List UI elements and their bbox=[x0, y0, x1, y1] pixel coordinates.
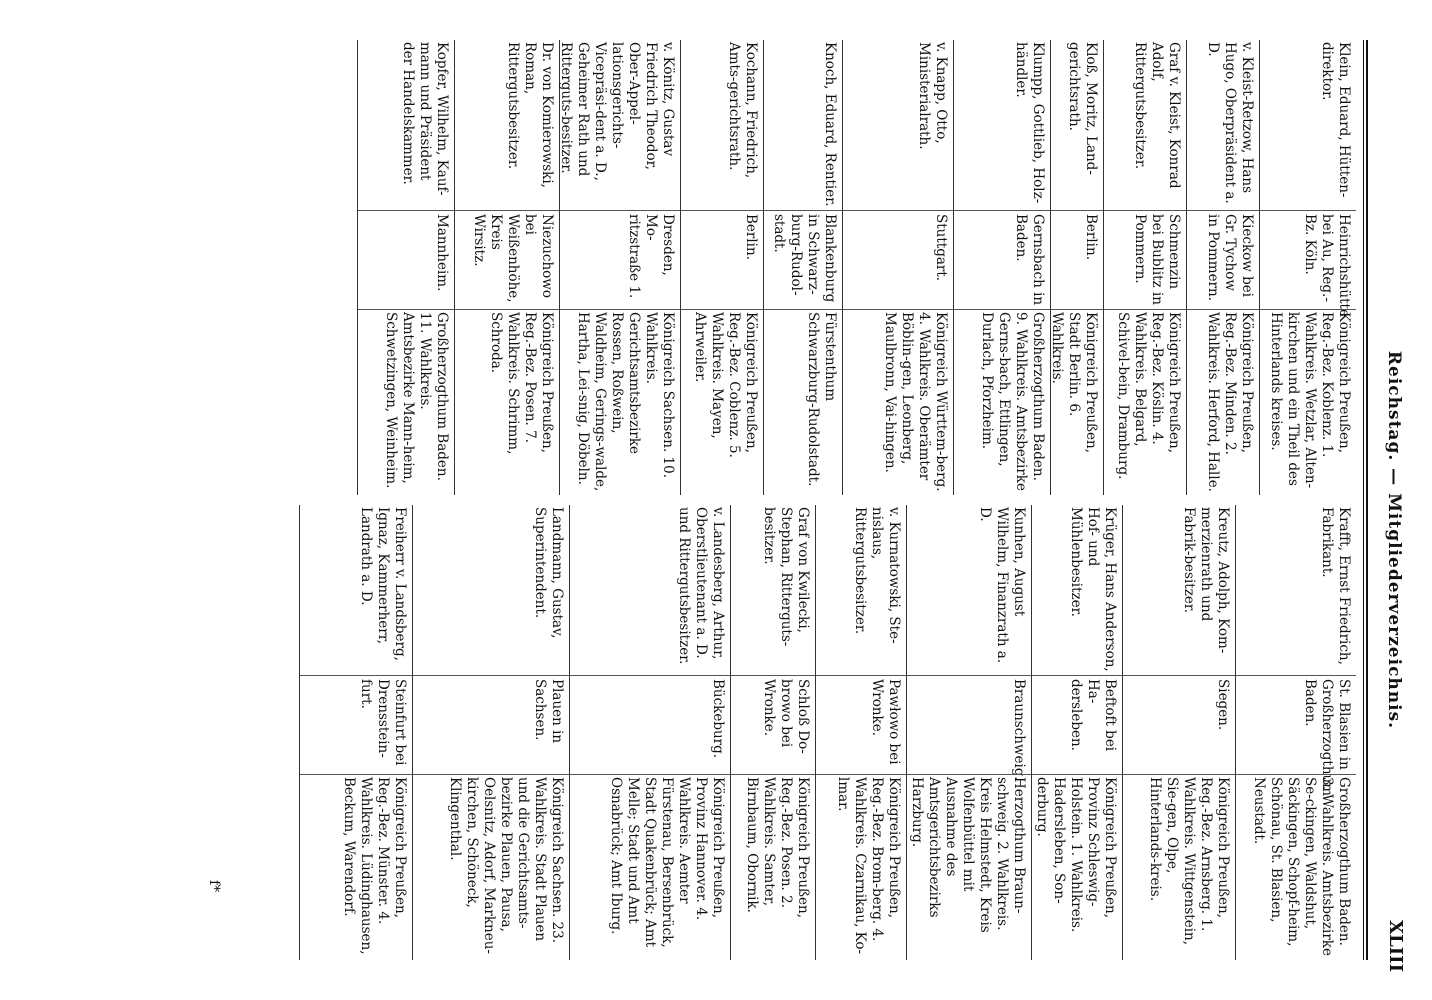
column-divider bbox=[1123, 774, 1235, 775]
column-divider bbox=[731, 774, 815, 775]
member-name: Graf v. Kleist, Konrad Adolf, Rittergutsbesitzer. bbox=[1132, 42, 1182, 189]
column-divider bbox=[1260, 210, 1356, 211]
column-divider bbox=[560, 210, 680, 211]
members-left-column bbox=[357, 40, 1356, 495]
column-divider bbox=[907, 774, 1031, 775]
column-divider bbox=[358, 309, 454, 310]
member-name: Freiherr v. Landsberg, Ignaz, Kammerherr, Landrath a. D. bbox=[358, 507, 408, 661]
member-residence: Kieckow bei Gr. Tychow in Pommern. bbox=[1205, 214, 1255, 301]
member-district: Großherzogthum Baden. 3. Wahlkreis. Amtsbezirke Se-ckingen, Waldshut, Säckingen, Schopf-heim, Schönau, St. Blasien, Neustadt. bbox=[1251, 777, 1352, 956]
signature-mark: f* bbox=[206, 880, 222, 893]
member-district: Königreich Preußen, Reg.-Bez. Münster. 4. Wahlkreis. Lüdinghausen, Beckum, Warendorf. bbox=[341, 777, 408, 955]
member-residence: Plauen in Sachsen. bbox=[532, 679, 565, 744]
member-residence: Dresden, Mo-ritzstraße 1. bbox=[626, 214, 676, 299]
member-entry bbox=[1031, 505, 1122, 960]
column-divider bbox=[1236, 774, 1356, 775]
member-residence: Siegen. bbox=[1215, 679, 1231, 731]
column-divider bbox=[1032, 774, 1122, 775]
member-name: v. Kleist-Retzow, Hans Hugo, Oberpräsident a. D. bbox=[1205, 42, 1255, 204]
member-district: Königreich Preußen, Reg.-Bez. Posen. 7. Wahlkreis. Schrimm, Schroda. bbox=[488, 312, 555, 455]
member-name: Kopfer, Wilhelm, Kauf-mann und Präsident der Handelskammer. bbox=[400, 42, 450, 196]
member-residence: Berlin. bbox=[1083, 214, 1099, 260]
member-entry bbox=[1122, 505, 1235, 960]
member-district: Königreich Sachsen. 23. Wahlkreis. Stadt Plauen und die Gerichtsamts-bezirke Plauen, Pausa, Oelsnitz, Adorf, Markneu-kirchen, Schöneck, Klingenthal. bbox=[447, 777, 565, 954]
member-name: Krüger, Hans Anderson, Hof- und Mühlenbesitzer. bbox=[1068, 507, 1118, 672]
member-entry bbox=[680, 40, 763, 495]
member-name: Dr. von Komierowski, Roman, Rittergutsbesitzer. bbox=[505, 42, 555, 188]
member-entry bbox=[1050, 40, 1103, 495]
column-divider bbox=[1123, 675, 1235, 676]
column-divider bbox=[1051, 309, 1103, 310]
column-divider bbox=[1187, 210, 1259, 211]
member-name: Kunhen, August Wilhelm, Finanzrath a. D. bbox=[977, 507, 1027, 664]
member-residence: Stuttgart. bbox=[933, 214, 949, 282]
column-divider bbox=[1051, 210, 1103, 211]
member-residence: Schloß Do-browo bei Wronke. bbox=[761, 679, 811, 754]
member-residence: Pawłowo bei Wronke. bbox=[869, 679, 902, 765]
column-divider bbox=[570, 774, 730, 775]
column-divider bbox=[907, 675, 1031, 676]
column-divider bbox=[1236, 675, 1356, 676]
header-rule-thin bbox=[1363, 40, 1364, 960]
member-name: Kreutz, Adolph, Kom-merzienrath und Fabrik-besitzer. bbox=[1181, 507, 1231, 654]
member-name: Klein, Eduard, Hütten-direktor. bbox=[1319, 42, 1352, 198]
member-district: Großherzogthum Baden. 9. Wahlkreis. Amtsbezirke Gerns-bach, Ettlingen, Durlach, Pforzheim. bbox=[979, 312, 1046, 491]
member-entry bbox=[815, 505, 906, 960]
column-divider bbox=[300, 774, 412, 775]
member-district: Königreich Preußen, Reg.-Bez. Brom-berg. 4. Wahlkreis. Czarnikau, Ko-lmar. bbox=[835, 777, 902, 955]
member-district: Fürstenthum Schwarzburg-Rudolstadt. bbox=[805, 312, 838, 487]
member-residence: Beftoft bei Ha-dersleben. bbox=[1068, 679, 1118, 752]
member-entry bbox=[763, 40, 842, 495]
member-district: Königreich Preußen, Reg.-Bez. Koblenz. 1. Wahlkreis. Wetzlar, Alten-kirchen und ein Theil des Hinterlands kreises. bbox=[1268, 312, 1352, 489]
member-entry bbox=[454, 40, 559, 495]
member-district: Königreich Preußen, Provinz Hannover. 4. Wahlkreis. Aemter Fürstenau, Bersenbrück, Stadt Quakenbrück; Amt Melle; Stadt und Amt Osnabrück; Amt Iburg. bbox=[608, 777, 726, 948]
column-divider bbox=[1104, 210, 1186, 211]
member-district: Herzogthum Braun-schweig. 2. Wahlkreis. Kreis Helmstedt, Kreis Wolfenbüttel mit Ausnahme des Amtsgerichtsbezirks Harzburg. bbox=[909, 777, 1027, 933]
member-name: Landmann, Gustav, Superintendent. bbox=[532, 507, 565, 639]
member-district: Königreich Preußen, Reg.-Bez. Arnsberg. 1. Wahlkreis. Wittgenstein, Sie-gen, Olpe, Hinterlands-kreis. bbox=[1147, 777, 1231, 945]
column-divider bbox=[954, 210, 1050, 211]
column-divider bbox=[681, 309, 763, 310]
column-divider bbox=[560, 309, 680, 310]
column-divider bbox=[1260, 309, 1356, 310]
member-name: Klumpp, Gottlieb, Holz-händler. bbox=[1013, 42, 1046, 204]
member-residence: Mannheim. bbox=[434, 214, 450, 292]
member-entry bbox=[412, 505, 569, 960]
column-divider bbox=[1032, 675, 1122, 676]
member-name: v. Kurnatowski, Ste-nislaus, Rittergutsbesitzer. bbox=[852, 507, 902, 644]
member-name: Kloß, Moritz, Land-gerichtsrath. bbox=[1066, 42, 1099, 175]
column-divider bbox=[764, 210, 842, 211]
member-residence: Steinfurt bei Drensstein-furt. bbox=[358, 679, 408, 766]
column-divider bbox=[1104, 309, 1186, 310]
member-name: Krafft, Ernst Friedrich, Fabrikant. bbox=[1319, 507, 1352, 665]
column-divider bbox=[455, 309, 559, 310]
column-divider bbox=[843, 309, 953, 310]
column-divider bbox=[413, 675, 569, 676]
member-district: Königreich Preußen, Provinz Schleswig-Holstein. 1. Wahlkreis. Hadersleben, Son-derburg. bbox=[1034, 777, 1118, 933]
member-name: v. Landesberg, Arthur, Oberstlieutenant a. D. und Rittergutsbesitzer. bbox=[676, 507, 726, 665]
member-district: Königreich Sachsen. 10. Wahlkreis. Gerichtsamtsbezirke Rossen, Roßwein, Waldheim, Gerings-walde, Hartha, Lei-snig, Döbeln. bbox=[575, 312, 676, 492]
member-residence: Berlin. bbox=[743, 214, 759, 260]
member-district: Königreich Preußen, Reg.-Bez. Coblenz. 5. Wahlkreis. Mayen, Ahrweiler. bbox=[692, 312, 759, 458]
column-divider bbox=[816, 675, 906, 676]
column-divider bbox=[413, 774, 569, 775]
member-entry bbox=[1259, 40, 1356, 495]
column-divider bbox=[455, 210, 559, 211]
member-residence: Heinrichshütte bei Au, Reg.-Bz. Köln. bbox=[1302, 214, 1352, 317]
member-residence: Schmenzin bei Bublitz in Pommern. bbox=[1132, 214, 1182, 305]
member-entry bbox=[569, 505, 730, 960]
member-district: Königreich Preußen, Reg.-Bez. Köslin. 4. Wahlkreis. Belgard, Schivel-bein, Dramburg. bbox=[1115, 312, 1182, 480]
column-divider bbox=[764, 309, 842, 310]
member-entry bbox=[1235, 505, 1356, 960]
member-name: Knoch, Eduard, Rentier. bbox=[822, 42, 838, 207]
member-name: Kochann, Friedrich, Amts-gerichtsrath. bbox=[726, 42, 759, 179]
column-divider bbox=[300, 675, 412, 676]
column-divider bbox=[843, 210, 953, 211]
member-name: Graf von Kwilecki, Stephan, Ritterguts-besitzer. bbox=[761, 507, 811, 647]
column-divider bbox=[358, 210, 454, 211]
column-divider bbox=[954, 309, 1050, 310]
page-header bbox=[1380, 40, 1410, 972]
member-name: v. Knapp, Otto, Ministerialrath. bbox=[916, 42, 949, 150]
column-divider bbox=[681, 210, 763, 211]
member-residence: St. Blasien in Großherzogthum Baden. bbox=[1302, 679, 1352, 797]
member-entry bbox=[842, 40, 953, 495]
member-entry bbox=[559, 40, 680, 495]
member-residence: Bückeburg. bbox=[710, 679, 726, 759]
column-divider bbox=[816, 774, 906, 775]
member-entry bbox=[357, 40, 454, 495]
member-district: Königreich Preußen, Reg.-Bez. Posen. 2. Wahlkreis. Samter, Birnbaum, Obornik. bbox=[744, 777, 811, 919]
members-right-column bbox=[299, 505, 1356, 960]
member-residence: Gernsbach in Baden. bbox=[1013, 214, 1046, 306]
member-district: Königreich Preußen, Stadt Berlin. 6. Wahlkreis. bbox=[1049, 312, 1099, 454]
member-entry bbox=[1103, 40, 1186, 495]
running-title: Reichstag. — Mitgliederverzeichnis. bbox=[1384, 350, 1404, 730]
member-residence: Niezuchowo bei Weißenhöhe, Kreis Wirsitz. bbox=[471, 214, 555, 303]
member-entry bbox=[730, 505, 815, 960]
member-district: Großherzogthum Baden. 11. Wahlkreis. Amtsbezirke Mann-heim, Schwetzingen, Weinheim. bbox=[383, 312, 450, 489]
page-number: XLIII bbox=[1385, 920, 1406, 972]
member-entry bbox=[953, 40, 1050, 495]
member-district: Königreich Preußen, Reg.-Bez. Minden. 2. Wahlkreis. Herford, Halle. bbox=[1205, 312, 1255, 492]
member-residence: Braunschweig. bbox=[1011, 679, 1027, 781]
member-residence: Blankenburg in Schwarz-burg-Rudol-stadt. bbox=[771, 214, 838, 303]
member-entry bbox=[299, 505, 412, 960]
column-divider bbox=[731, 675, 815, 676]
column-divider bbox=[1187, 309, 1259, 310]
member-entry bbox=[1186, 40, 1259, 495]
member-district: Königreich Württem-berg. 4. Wahlkreis. Oberämter Böblin-gen, Leonberg, Maulbronn, Vai-hingen. bbox=[882, 312, 949, 492]
member-name: v. Könitz, Gustav Friedrich Theodor, Ober-Appel-lationsgerichts-Vicepräsi-dent a. D., Geheimer Rath und Ritterguts-besitzer. bbox=[558, 42, 676, 181]
header-rule bbox=[1366, 40, 1368, 960]
member-entry bbox=[906, 505, 1031, 960]
column-divider bbox=[570, 675, 730, 676]
